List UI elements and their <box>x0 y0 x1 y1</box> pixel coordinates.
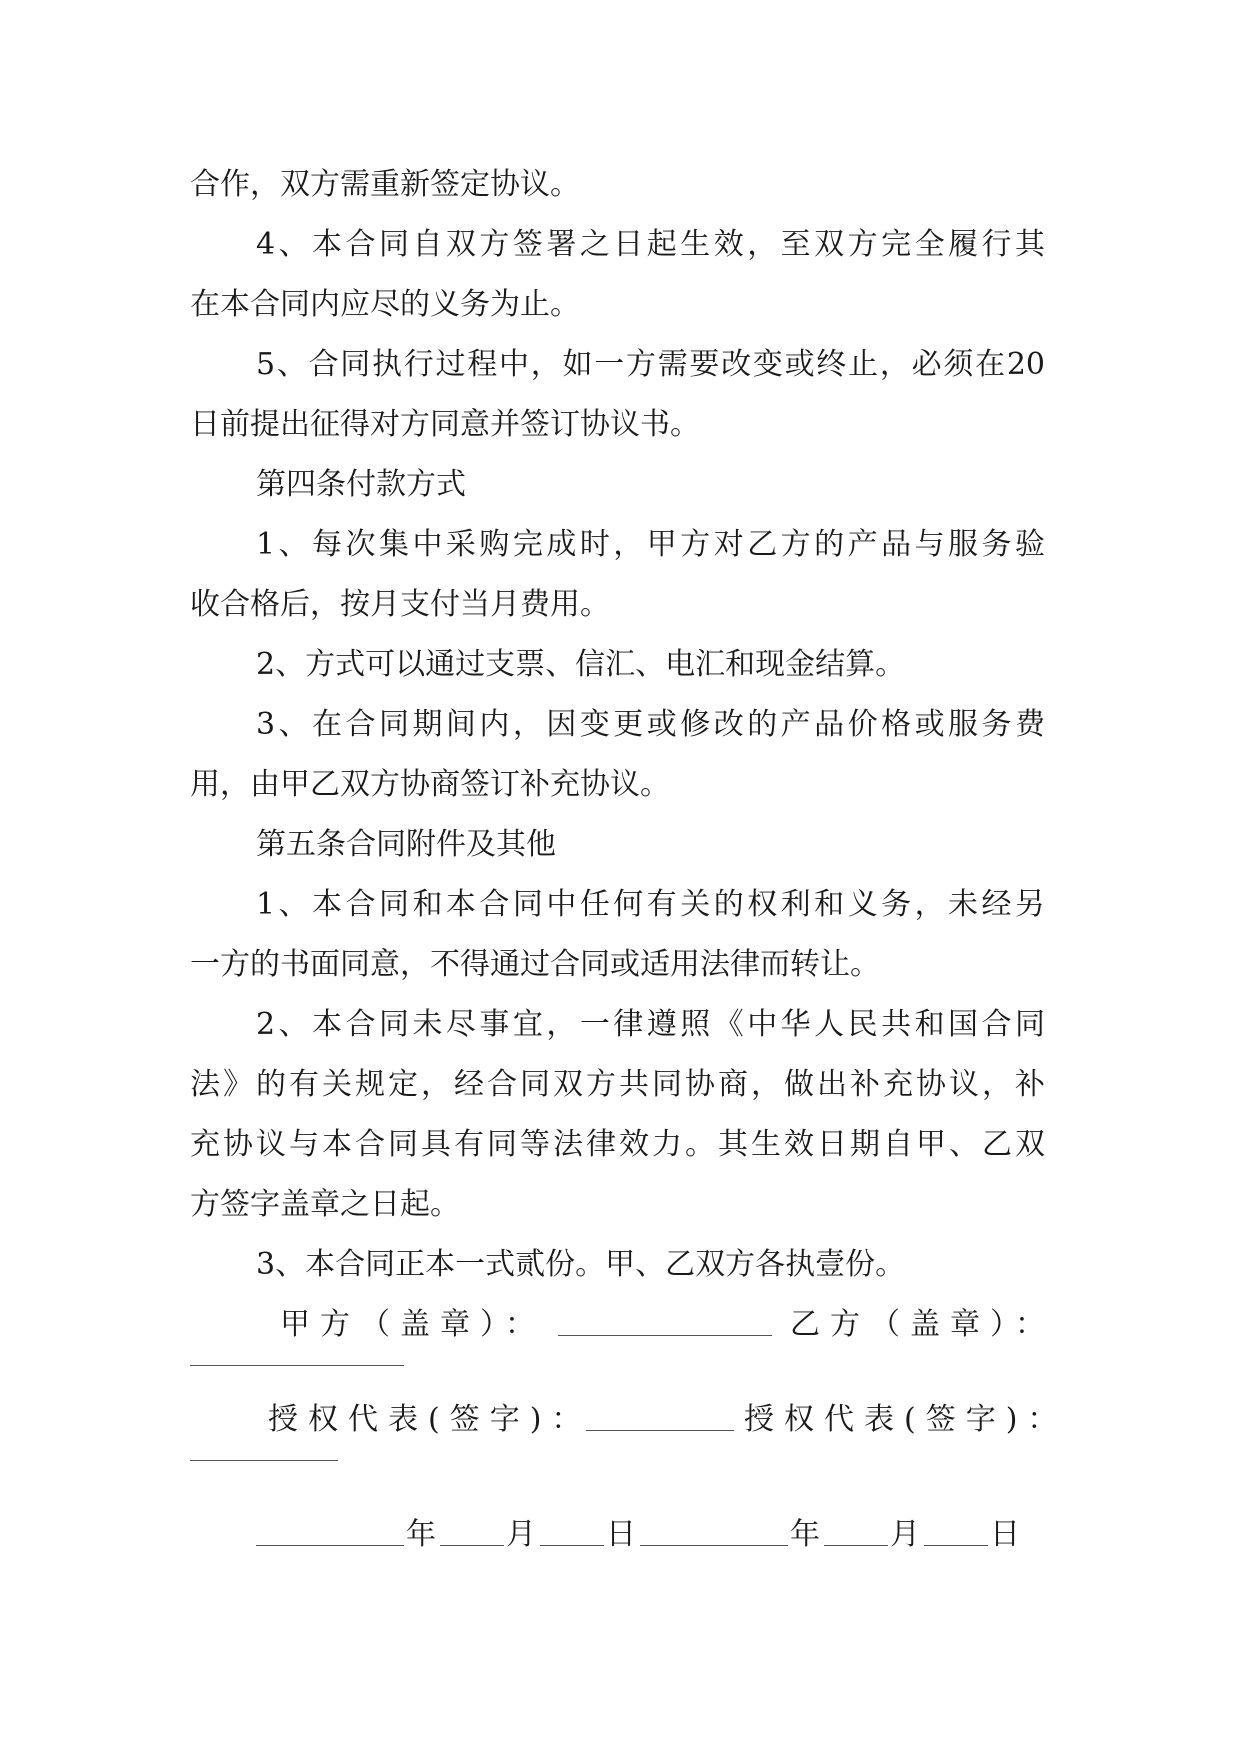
date-a-day-label: 日 <box>606 1517 636 1552</box>
paragraph-line: 3、在合同期间内，因变更或修改的产品价格或服务费 <box>256 707 1045 742</box>
date-b-month-blank <box>824 1545 888 1546</box>
paragraph-line: 2、本合同未尽事宜，一律遵照《中华人民共和国合同 <box>256 1007 1045 1042</box>
paragraph-line: 3、本合同正本一式贰份。甲、乙双方各执壹份。 <box>256 1247 906 1282</box>
rep-a-blank <box>586 1430 734 1431</box>
date-a-year-blank <box>256 1545 404 1546</box>
date-a-year-label: 年 <box>406 1517 436 1552</box>
paragraph-line: 日前提出征得对方同意并签订协议书。 <box>190 407 700 442</box>
date-a-day-blank <box>540 1545 604 1546</box>
paragraph-line: 5、合同执行过程中，如一方需要改变或终止，必须在20 <box>256 347 1045 382</box>
date-b-day-blank <box>924 1545 988 1546</box>
paragraph-line: 1、本合同和本合同中任何有关的权利和义务，未经另 <box>256 887 1045 922</box>
rep-b-label: 授权代表(签字)： <box>744 1402 1068 1437</box>
party-b-seal-blank <box>190 1365 404 1366</box>
date-a-month-label: 月 <box>506 1517 536 1552</box>
paragraph-line: 一方的书面同意，不得通过合同或适用法律而转让。 <box>190 947 880 982</box>
party-a-seal-blank <box>558 1335 772 1336</box>
paragraph-line: 1、每次集中采购完成时，甲方对乙方的产品与服务验 <box>256 527 1045 562</box>
paragraph-line: 用，由甲乙双方协商签订补充协议。 <box>190 767 670 802</box>
paragraph-line: 4、本合同自双方签署之日起生效，至双方完全履行其 <box>256 227 1045 262</box>
paragraph-line: 收合格后，按月支付当月费用。 <box>190 587 610 622</box>
paragraph-line: 方签字盖章之日起。 <box>190 1187 460 1222</box>
paragraph-line: 法》的有关规定，经合同双方共同协商，做出补充协议，补 <box>190 1067 1045 1102</box>
date-b-day-label: 日 <box>990 1517 1020 1552</box>
date-b-year-blank <box>640 1545 788 1546</box>
party-b-seal-label: 乙方（盖章）： <box>790 1307 1055 1342</box>
date-b-month-label: 月 <box>890 1517 920 1552</box>
date-b-year-label: 年 <box>790 1517 820 1552</box>
section-heading: 第五条合同附件及其他 <box>256 827 556 862</box>
rep-a-label: 授权代表(签字)： <box>268 1402 592 1437</box>
section-heading: 第四条付款方式 <box>256 467 466 502</box>
paragraph-line: 2、方式可以通过支票、信汇、电汇和现金结算。 <box>256 647 906 682</box>
paragraph-line: 充协议与本合同具有同等法律效力。其生效日期自甲、乙双 <box>190 1127 1045 1162</box>
paragraph-line: 合作，双方需重新签定协议。 <box>190 167 580 202</box>
date-a-month-blank <box>440 1545 504 1546</box>
party-a-seal-label: 甲方（盖章）： <box>280 1307 545 1342</box>
paragraph-line: 在本合同内应尽的义务为止。 <box>190 287 580 322</box>
rep-b-blank <box>190 1460 338 1461</box>
